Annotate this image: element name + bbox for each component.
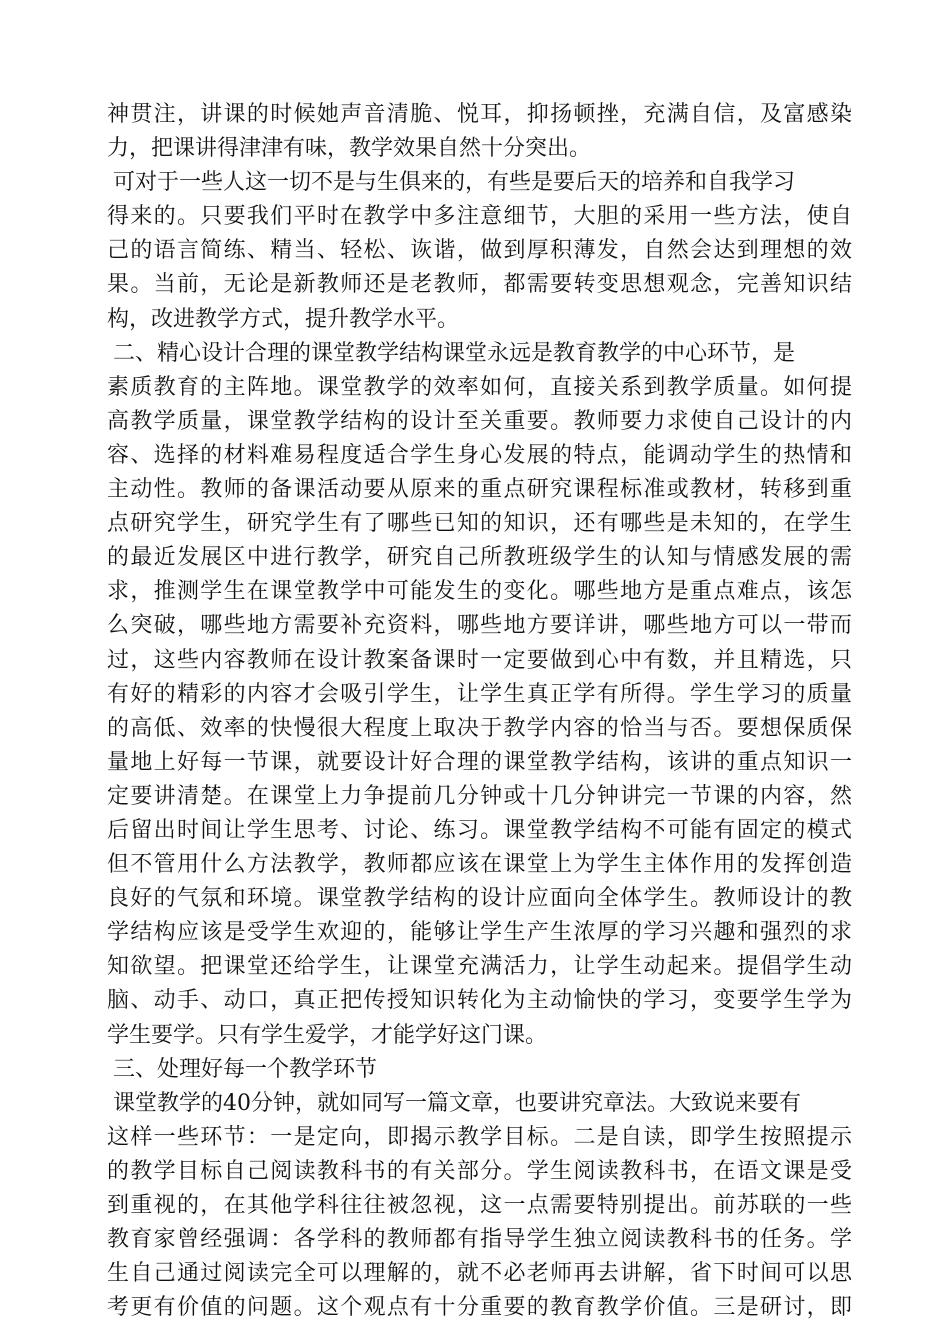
text-line: 可对于一些人这一切不是与生俱来的，有些是要后天的培养和自我学习: [113, 170, 796, 196]
text-line: 的高低、效率的快慢很大程度上取决于教学内容的恰当与否。要想保质保: [107, 715, 852, 741]
text-line: 力，把课讲得津津有味，教学效果自然十分突出。: [107, 136, 592, 162]
text-line: 但不管用什么方法教学，教师都应该在课堂上为学生主体作用的发挥创造: [107, 852, 852, 878]
text-line: 二、精心设计合理的课堂教学结构课堂永远是教育教学的中心环节，是: [113, 340, 796, 366]
text-line: 容、选择的材料难易程度适合学生身心发展的特点，能调动学生的热情和: [107, 442, 852, 468]
text-line: 神贯注，讲课的时候她声音清脆、悦耳，抑扬顿挫，充满自信，及富感染: [107, 102, 852, 127]
text-line: 定要讲清楚。在课堂上力争提前几分钟或十几分钟讲完一节课的内容，然: [107, 783, 852, 809]
text-line: 有好的精彩的内容才会吸引学生，让学生真正学有所得。学生学习的质量: [107, 681, 852, 707]
text-line: 果。当前，无论是新教师还是老教师，都需要转变思想观念，完善知识结: [107, 272, 852, 298]
text-line: 生自己通过阅读完全可以理解的，就不必老师再去讲解，省下时间可以思: [107, 1261, 852, 1287]
text-line: 点研究学生，研究学生有了哪些已知的知识，还有哪些是未知的，在学生: [107, 511, 852, 537]
text-line: 得来的。只要我们平时在教学中多注意细节，大胆的采用一些方法，使自: [107, 204, 852, 230]
text-line: 课堂教学的40分钟，就如同写一篇文章，也要讲究章法。大致说来要有: [113, 1090, 801, 1116]
text-line: 构，改进教学方式，提升教学水平。: [107, 306, 460, 332]
text-line: 己的语言简练、精当、轻松、诙谐，做到厚积薄发，自然会达到理想的效: [107, 238, 852, 264]
text-line: 过，这些内容教师在设计教案备课时一定要做到心中有数，并且精选，只: [107, 647, 852, 673]
text-line: 良好的气氛和环境。课堂教学结构的设计应面向全体学生。教师设计的教: [107, 886, 852, 912]
text-line: 考更有价值的问题。这个观点有十分重要的教育教学价值。三是研讨，即: [107, 1295, 852, 1321]
text-line: 知欲望。把课堂还给学生，让课堂充满活力，让学生动起来。提倡学生动: [107, 954, 852, 980]
text-line: 高教学质量，课堂教学结构的设计至关重要。教师要力求使自己设计的内: [107, 408, 852, 434]
text-line: 的教学目标自己阅读教科书的有关部分。学生阅读教科书，在语文课是受: [107, 1158, 852, 1184]
text-line: 主动性。教师的备课活动要从原来的重点研究课程标准或教材，转移到重: [107, 477, 852, 503]
text-line: 学结构应该是受学生欢迎的，能够让学生产生浓厚的学习兴趣和强烈的求: [107, 920, 852, 946]
text-line: 的最近发展区中进行教学，研究自己所教班级学生的认知与情感发展的需: [107, 545, 852, 571]
document-body: [107, 98, 852, 1325]
text-line: 学生要学。只有学生爱学，才能学好这门课。: [107, 1022, 548, 1048]
text-line: 教育家曾经强调：各学科的教师都有指导学生独立阅读教科书的任务。学: [107, 1227, 852, 1253]
text-line: 脑、动手、动口，真正把传授知识转化为主动愉快的学习，变要学生学为: [107, 988, 852, 1014]
text-line: 三、处理好每一个教学环节: [113, 1056, 378, 1082]
text-line: 量地上好每一节课，就要设计好合理的课堂教学结构，该讲的重点知识一: [107, 749, 852, 775]
text-line: 么突破，哪些地方需要补充资料，哪些地方要详讲，哪些地方可以一带而: [107, 613, 852, 639]
text-line: 这样一些环节：一是定向，即揭示教学目标。二是自读，即学生按照提示: [107, 1124, 852, 1150]
text-line: 后留出时间让学生思考、讨论、练习。课堂教学结构不可能有固定的模式: [107, 817, 852, 843]
text-line: 到重视的，在其他学科往往被忽视，这一点需要特别提出。前苏联的一些: [107, 1193, 852, 1218]
text-line: 素质教育的主阵地。课堂教学的效率如何，直接关系到教学质量。如何提: [107, 374, 852, 400]
text-line: 求，推测学生在课堂教学中可能发生的变化。哪些地方是重点难点，该怎: [107, 579, 852, 605]
